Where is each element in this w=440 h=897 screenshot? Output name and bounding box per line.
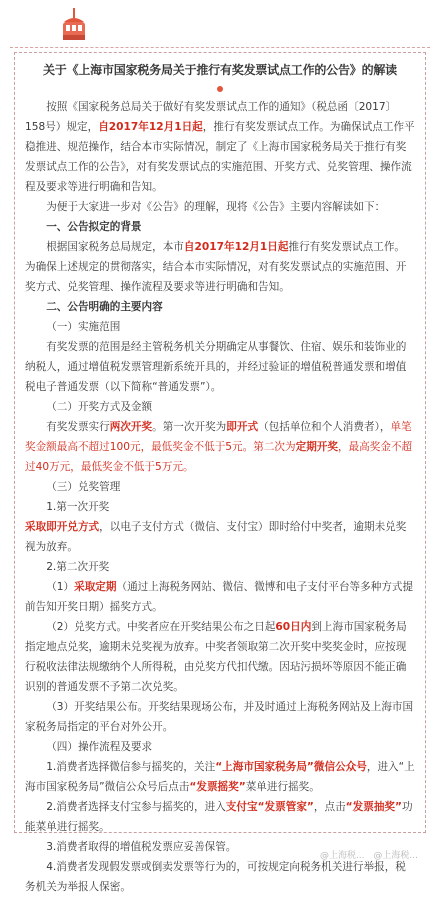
- article-title: 关于《上海市国家税务局关于推行有奖发票试点工作的公告》的解读: [42, 63, 397, 77]
- paragraph-second-draw-redeem: （2）兑奖方式。中奖者应在开奖结果公布之日起60日内到上海市国家税务局指定地点兑奖，逾期未兑奖视为放弃。中奖者领取第二次开奖中奖奖金时，应按现行税收法律法规缴纳个人所得税，由兑奖方代扣代缴。因玷污损坏等原因不能正确识别的普通发票不予第二次兑奖。: [25, 621, 407, 693]
- heading-main-content: 二、公告明确的主要内容: [46, 301, 163, 313]
- paragraph-results: （3）开奖结果公布。开奖结果现场公布，并及时通过上海税务网站及上海市国家税务局指定的平台对外公开。: [25, 701, 414, 733]
- paragraph-intro: 按照《国家税务总局关于做好有奖发票试点工作的通知》（税总函〔2017〕158号）规定，自2017年12月1日起，推行有奖发票试点工作。为确保试点工作平稳推进、规范操作，结合本市实际情况，制定了《上海市国家税务局关于推行有奖发票试点工作的公告》，对有奖发票试点的实施范围、开奖方式、兑奖管理、操作流程及要求等进行明确和告知。: [25, 101, 415, 193]
- watermark-text: @上海税...: [373, 851, 418, 861]
- subheading-scope: （一）实施范围: [46, 321, 121, 333]
- item-first-draw: 1.第一次开奖: [46, 501, 110, 513]
- paragraph-alipay: 2.消费者选择支付宝参与摇奖的，进入支付宝“发票管家”，点击“发票抽奖”功能菜单进行摇奖。: [25, 801, 413, 833]
- paragraph-scope: 有奖发票的范围是经主管税务机关分期确定从事餐饮、住宿、娱乐和装饰业的纳税人，通过增值税发票管理新系统开具的，并经过验证的增值税普通发票和增值税电子普通发票（以下简称“普通发票”）。: [25, 341, 407, 393]
- paragraph-report: 4.消费者发现假发票或倒卖发票等行为的，可按规定向税务机关进行举报，税务机关为举报人保密。: [25, 861, 406, 893]
- article-card: [14, 52, 426, 893]
- subheading-procedure: （四）操作流程及要求: [46, 741, 153, 753]
- paragraph-background: 根据国家税务总局规定，本市自2017年12月1日起推行有奖发票试点工作。为确保上述规定的贯彻落实，结合本市实际情况，对有奖发票试点的实施范围、开奖方式、兑奖管理、操作流程及要求等进行明确和告知。: [25, 241, 407, 293]
- top-dashed-rule: [10, 47, 430, 48]
- subheading-draw-method: （二）开奖方式及金额: [46, 401, 153, 413]
- title-dot: [217, 86, 223, 92]
- article-body: [25, 97, 415, 897]
- watermark: [314, 848, 418, 861]
- paragraph-wechat: 1.消费者选择微信参与摇奖的，关注“上海市国家税务局”微信公众号，进入“上海市国家税务局”微信公众号后点击“发票摇奖”菜单进行摇奖。: [25, 761, 415, 793]
- cable-car-icon: [60, 8, 88, 48]
- watermark-text: @上海税...: [319, 851, 365, 861]
- paragraph-draw-method: 有奖发票实行两次开奖。第一次开奖为即开式（包括单位和个人消费者），单笔奖金额最高不超过100元，最低奖金不低于5元。第二次为定期开奖，最高奖金不超过40万元，最低奖金不低于5万元。: [25, 421, 413, 473]
- item-second-draw: 2.第二次开奖: [46, 561, 110, 573]
- paragraph-second-draw-method: （1）采取定期（通过上海税务网站、微信、微博和电子支付平台等多种方式提前告知开奖日期）摇奖方式。: [25, 581, 414, 613]
- subheading-redemption: （三）兑奖管理: [46, 481, 121, 493]
- heading-background: 一、公告拟定的背景: [46, 221, 142, 233]
- paragraph-purpose: 为便于大家进一步对《公告》的理解，现将《公告》主要内容解读如下：: [46, 201, 386, 213]
- paragraph-first-draw: 采取即开兑方式，以电子支付方式（微信、支付宝）即时给付中奖者，逾期未兑奖视为放弃。: [25, 521, 407, 553]
- paragraph-keep-invoice: 3.消费者取得的增值税发票应妥善保管。: [46, 841, 237, 853]
